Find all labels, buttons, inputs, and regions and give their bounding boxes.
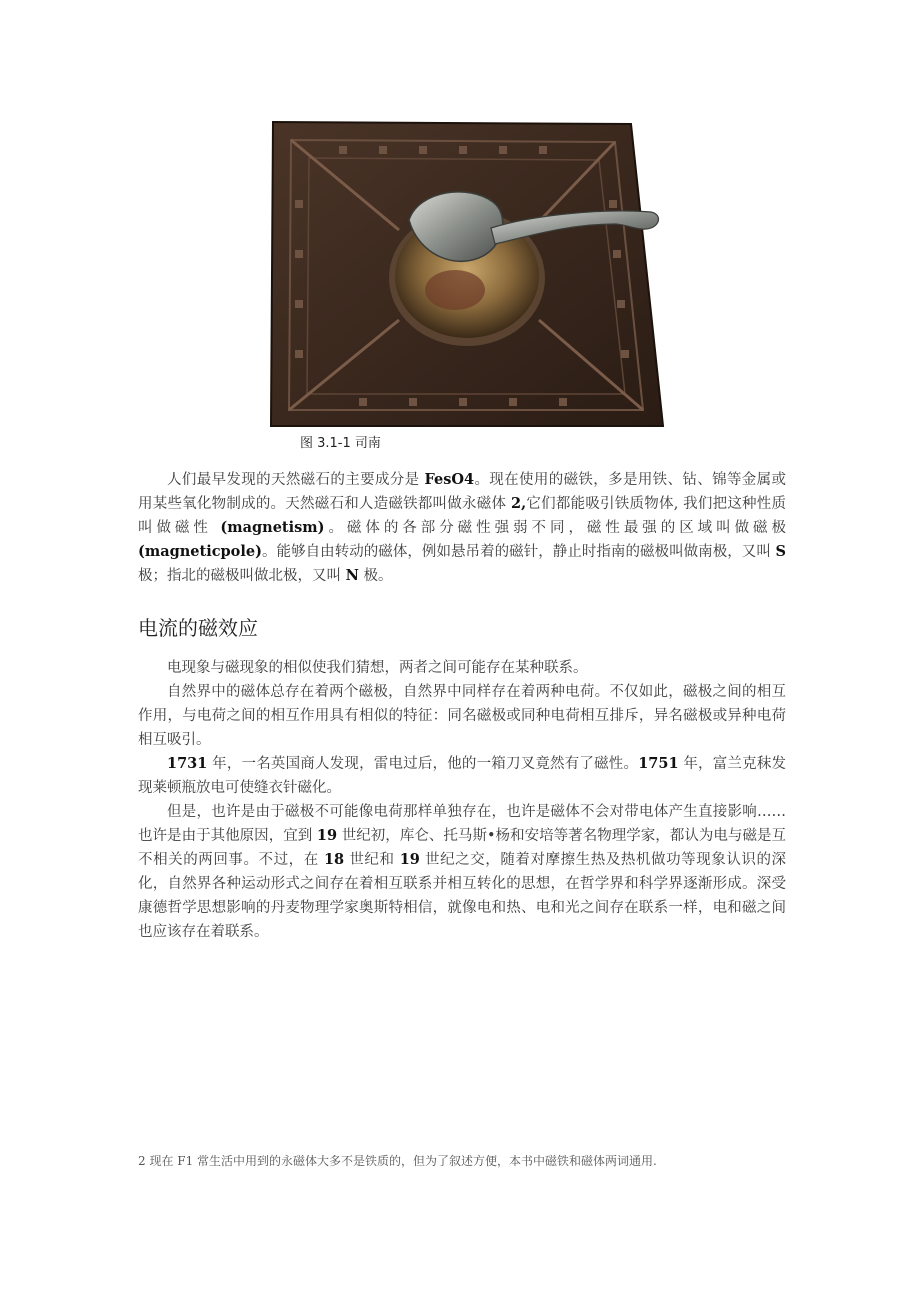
paragraph-poles-charges: 自然界中的磁体总存在着两个磁极，自然界中同样存在着两种电荷。不仅如此，磁极之间的相互作用，与电荷之间的相互作用具有相似的特征：同名磁极或同种电荷相互排斥，异名磁极或异种电荷相互吸引。 (138, 684, 786, 748)
paragraph-history: 1731 年，一名英国商人发现，雷电过后，他的一箱刀叉竟然有了磁性。1751 年，富兰克秣发现莱顿瓶放电可使缝衣针磁化。 (138, 755, 787, 796)
paragraph-oersted: 但是，也许是由于磁极不可能像电荷那样单独存在，也许是磁体不会对带电体产生直接影响……也许是由于其他原因，宜到 19 世纪初，库仑、托马斯•杨和安培等著名物理学家，都认为电与磁是互不相关的两回事。不过，在 18 世纪和 19 世纪之交，随着对摩擦生热及热机做功等现象认识的深化，自然界各种运动形式之间存在着相互联系并相互转化的思想，在哲学界和科学界逐渐形成。深受康德哲学思想影响的丹麦物理学家奥斯特相信，就像电和热、电和光之间存在联系一样，电和磁之间也应该存在着联系。 (138, 804, 787, 940)
sinan-compass-photo (269, 120, 667, 428)
figure-caption: 图 3.1-1 司南 (300, 436, 381, 451)
section-heading: 电流的磁效应 (138, 616, 258, 640)
footnote: 2 现在 F1 常生活中用到的永磁体大多不是铁质的，但为了叙述方便，本书中磁铁和磁体两词通用. (138, 1154, 657, 1168)
paragraph-conjecture: 电现象与磁现象的相似使我们猜想，两者之间可能存在某种联系。 (167, 660, 588, 676)
paragraph-magnets: 人们最早发现的天然磁石的主要成分是 FesO4。现在使用的磁铁，多是用铁、钻、锦等金属或用某些氧化物制成的。天然磁石和人造磁铁都叫做永磁体 2,它们都能吸引铁质物体, 我们把这种性质叫做磁性 (magnetism)。磁体的各部分磁性强弱不同，磁性最强的区域叫做磁极 (magneticpole)。能够自由转动的磁体，例如悬吊着的磁针，静止时指南的磁极叫做南极，又叫 S 极；指北的磁极叫做北极，又叫 N 极。 (138, 471, 787, 584)
